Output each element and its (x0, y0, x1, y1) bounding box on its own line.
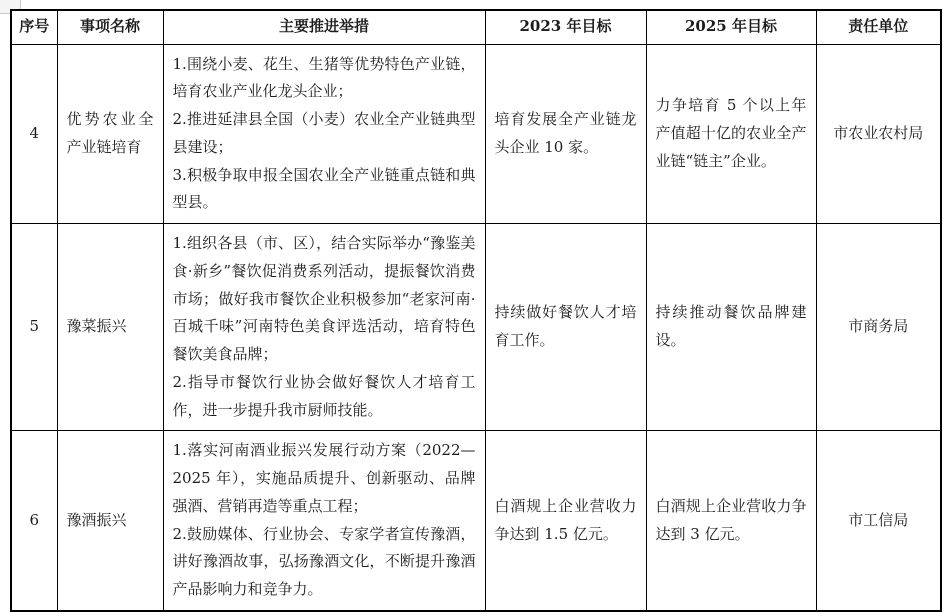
cell-goal-2023: 培育发展全产业链龙头企业 10 家。 (485, 44, 646, 224)
cell-goal-2025: 力争培育 5 个以上年产值超十亿的农业全产业链“链主”企业。 (646, 44, 816, 224)
header-cell-seq: 序号 (11, 10, 57, 44)
table-row-4 (11, 44, 941, 224)
cell-responsible-unit: 市工信局 (816, 431, 941, 611)
cell-measures: 1.组织各县（市、区），结合实际举办“豫鉴美食·新乡”餐饮促消费系列活动，提振餐饮消费市场；做好我市餐饮企业积极参加“老家河南·百城千味”河南特色美食评选活动，培育特色餐饮美食品牌； 2.指导市餐饮行业协会做好餐饮人才培育工作，进一步提升我市厨师技能。 (163, 224, 485, 431)
cell-goal-2023: 持续做好餐饮人才培育工作。 (485, 224, 646, 431)
cell-goal-2025: 白酒规上企业营收力争达到 3 亿元。 (646, 431, 816, 611)
cell-seq: 5 (11, 224, 57, 431)
table-row-6 (11, 431, 941, 611)
cell-seq: 4 (11, 44, 57, 224)
table-row-5 (11, 224, 941, 431)
header-cell-measures: 主要推进举措 (163, 10, 485, 44)
header-cell-name: 事项名称 (57, 10, 163, 44)
cell-item-name: 优势农业全产业链培育 (57, 44, 163, 224)
cell-responsible-unit: 市商务局 (816, 224, 941, 431)
table-header-row (11, 10, 941, 44)
header-cell-goal2025: 2025 年目标 (646, 10, 816, 44)
cell-measures: 1.落实河南酒业振兴发展行动方案（2022—2025 年），实施品质提升、创新驱动、品牌强酒、营销再造等重点工程； 2.鼓励媒体、行业协会、专家学者宣传豫酒，讲好豫酒故事，弘扬豫酒文化，不断提升豫酒产品影响力和竞争力。 (163, 431, 485, 611)
cell-item-name: 豫酒振兴 (57, 431, 163, 611)
cell-measures: 1.围绕小麦、花生、生猪等优势特色产业链，培育农业产业化龙头企业； 2.推进延津县全国（小麦）农业全产业链典型县建设； 3.积极争取申报全国农业全产业链重点链和典型县。 (163, 44, 485, 224)
cell-item-name: 豫菜振兴 (57, 224, 163, 431)
cell-seq: 6 (11, 431, 57, 611)
cell-goal-2025: 持续推动餐饮品牌建设。 (646, 224, 816, 431)
header-cell-goal2023: 2023 年目标 (485, 10, 646, 44)
cell-goal-2023: 白酒规上企业营收力争达到 1.5 亿元。 (485, 431, 646, 611)
header-cell-unit: 责任单位 (816, 10, 941, 44)
cell-responsible-unit: 市农业农村局 (816, 44, 941, 224)
work-plan-table (10, 9, 942, 612)
